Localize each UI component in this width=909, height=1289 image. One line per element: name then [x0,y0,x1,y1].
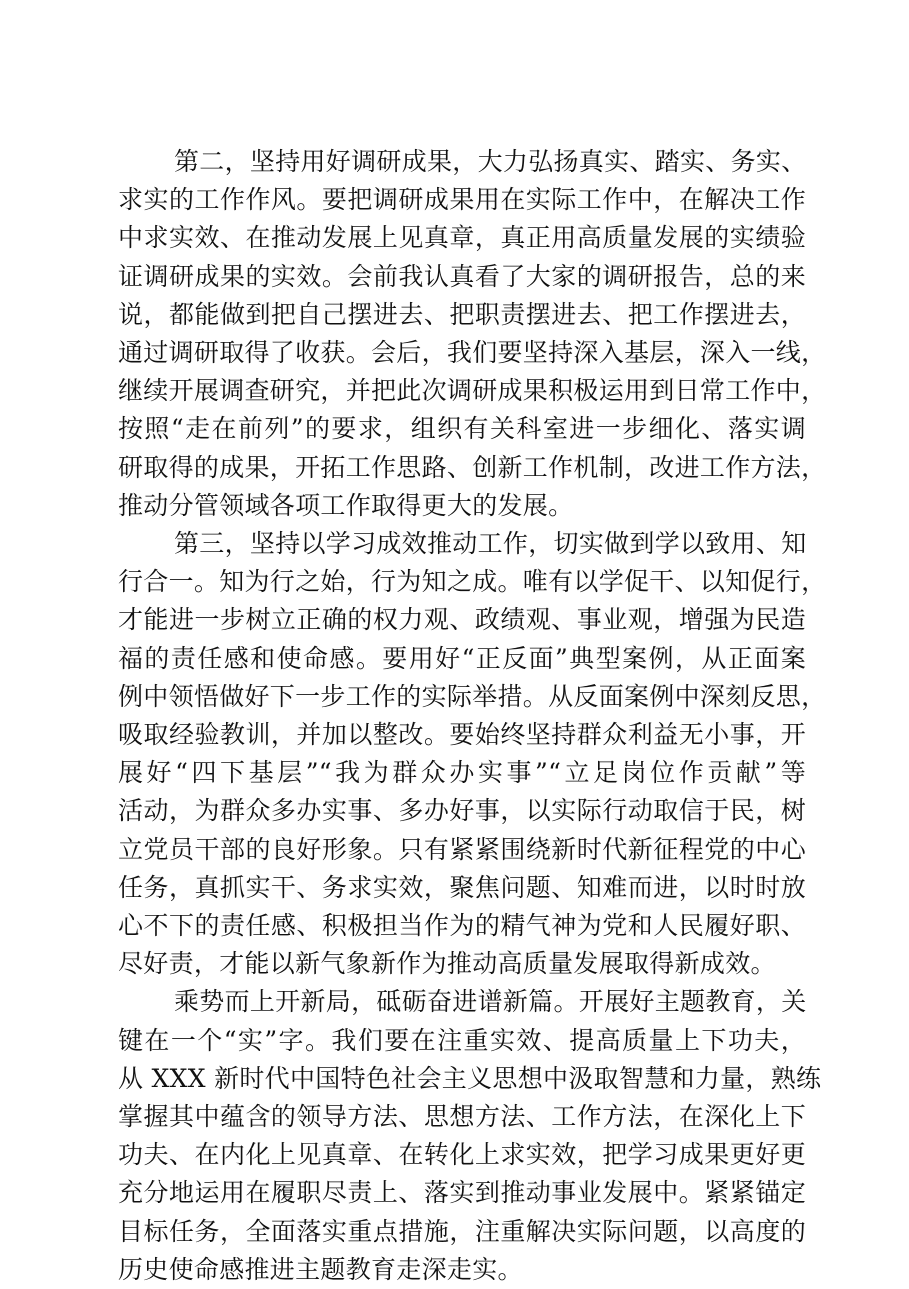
text-line: 例中领悟做好下一步工作的实际举措。从反面案例中深刻反思， [118,681,827,711]
text-line: 掌握其中蕴含的领导方法、思想方法、工作方法，在深化上下 [118,1102,806,1132]
text-line: 通过调研取得了收获。会后，我们要坚持深入基层，深入一线， [118,338,827,368]
text-line: 吸取经验教训，并加以整改。要始终坚持群众利益无小事，开 [118,720,806,750]
document-body [118,143,827,1289]
text-line: 福的责任感和使命感。要用好“正反面”典型案例，从正面案 [118,643,806,673]
text-line: 证调研成果的实效。会前我认真看了大家的调研报告，总的来 [118,261,806,291]
paragraph-third-point [118,525,827,983]
text-line: 尽好责，才能以新气象新作为推动高质量发展取得新成效。 [118,949,776,979]
text-line: 继续开展调查研究，并把此次调研成果积极运用到日常工作中， [118,376,827,406]
text-line: 心不下的责任感、积极担当作为的精气神为党和人民履好职、 [118,911,806,941]
text-line: 行合一。知为行之始，行为知之成。唯有以学促干、以知促行， [118,567,827,597]
text-line: 推动分管领域各项工作取得更大的发展。 [118,490,574,520]
text-line: 任务，真抓实干、务求实效，聚焦问题、知难而进，以时时放 [118,872,806,902]
text-line: 中求实效、在推动发展上见真章，真正用高质量发展的实绩验 [118,223,806,253]
text-line: 充分地运用在履职尽责上、落实到推动事业发展中。紧紧锚定 [118,1178,806,1208]
text-line: 从 XXX 新时代中国特色社会主义思想中汲取智慧和力量，熟练 [118,1063,822,1093]
text-line: 第二，坚持用好调研成果，大力弘扬真实、踏实、务实、 [174,147,807,176]
text-line: 功夫、在内化上见真章、在转化上求实效，把学习成果更好更 [118,1140,806,1170]
paragraph-second-point [118,143,827,525]
text-line: 键在一个“实”字。我们要在注重实效、提高质量上下功夫， [118,1025,806,1055]
text-line: 研取得的成果，开拓工作思路、创新工作机制，改进工作方法， [118,452,827,482]
text-line: 说，都能做到把自己摆进去、把职责摆进去、把工作摆进去， [118,299,806,329]
text-line: 才能进一步树立正确的权力观、政绩观、事业观，增强为民造 [118,605,806,635]
text-line: 立党员干部的良好形象。只有紧紧围绕新时代新征程党的中心 [118,834,806,864]
text-line: 求实的工作作风。要把调研成果用在实际工作中，在解决工作 [118,185,806,215]
text-line: 展好“四下基层”“我为群众办实事”“立足岗位作贡献”等 [118,758,806,788]
paragraph-conclusion [118,983,822,1289]
text-line: 活动，为群众多办实事、多办好事，以实际行动取信于民，树 [118,796,806,826]
text-line: 第三，坚持以学习成效推动工作，切实做到学以致用、知 [174,529,807,559]
text-line: 乘势而上开新局，砥砺奋进谱新篇。开展好主题教育，关 [174,987,807,1017]
text-line: 按照“走在前列”的要求，组织有关科室进一步细化、落实调 [118,414,806,444]
text-line: 目标任务，全面落实重点措施，注重解决实际问题，以高度的 [118,1216,806,1246]
text-line: 历史使命感推进主题教育走深走实。 [118,1254,523,1284]
